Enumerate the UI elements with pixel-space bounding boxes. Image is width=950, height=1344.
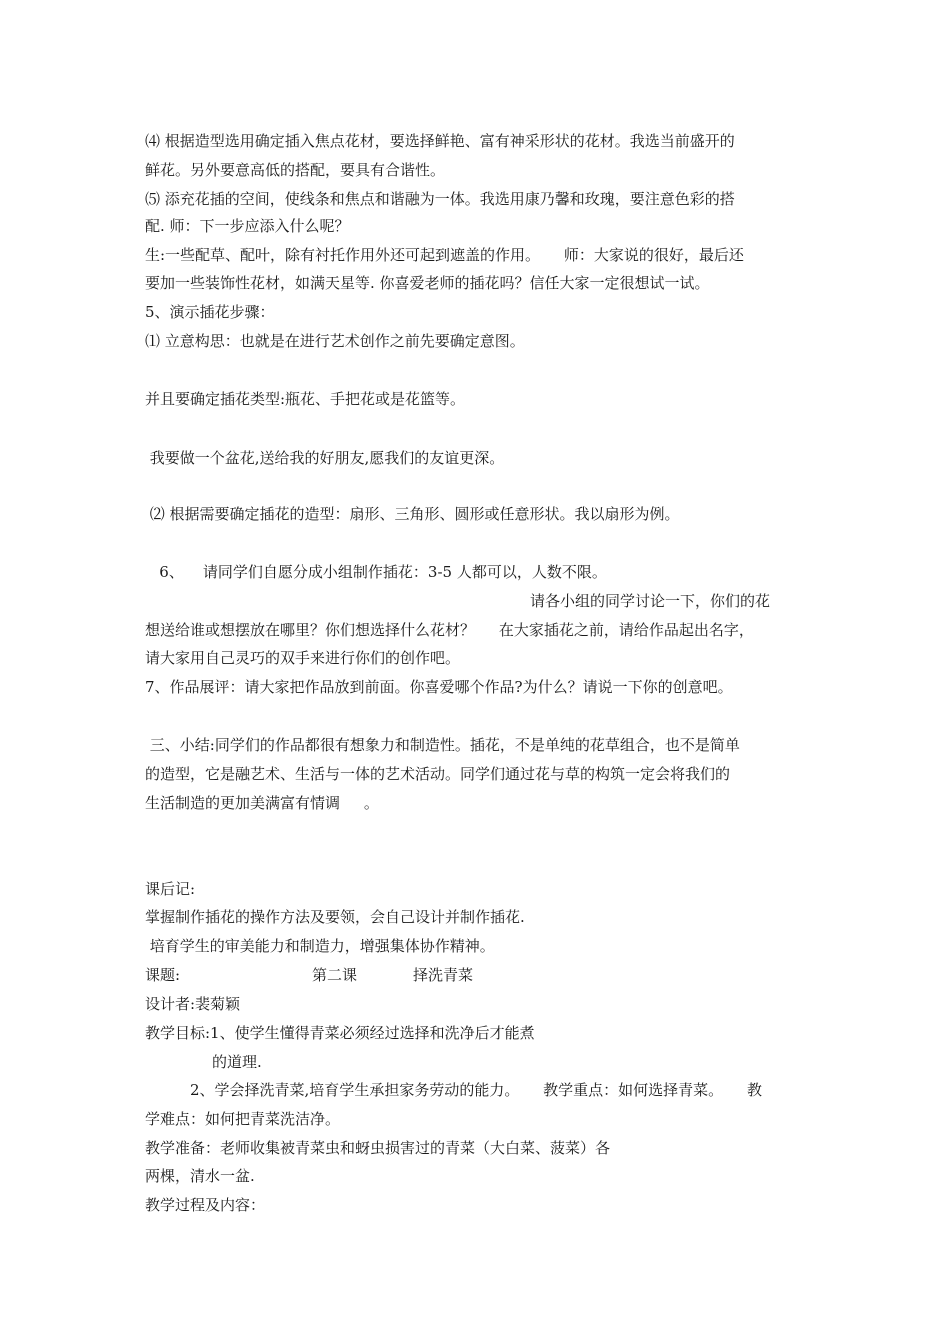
text-line: 我要做一个盆花,送给我的好朋友,愿我们的友谊更深。 <box>145 449 505 467</box>
lesson-number: 第二课 <box>312 966 358 984</box>
text-line: 两棵，清水一盆. <box>145 1167 255 1185</box>
lesson-label: 课题: <box>145 966 181 984</box>
text-line: ⑷ 根据造型选用确定插入焦点花材，要选择鲜艳、富有神采形状的花材。我选当前盛开的 <box>145 132 735 150</box>
section-heading: 6、 请同学们自愿分成小组制作插花：3-5 人都可以，人数不限。 <box>145 563 607 581</box>
postscript-heading: 课后记: <box>145 880 196 898</box>
text-line: 教学目标:1、使学生懂得青菜必须经过选择和洗净后才能煮 <box>145 1024 535 1042</box>
text-line: 鲜花。另外要意高低的搭配，要具有合谐性。 <box>145 161 446 179</box>
summary-heading: 三、小结:同学们的作品都很有想象力和制造性。插花，不是单纯的花草组合，也不是简单 <box>145 736 740 754</box>
text-line: ⑴ 立意构思：也就是在进行艺术创作之前先要确定意图。 <box>145 332 525 350</box>
text-line: 2、学会择洗青菜,培育学生承担家务劳动的能力。 教学重点：如何选择青菜。 教 <box>190 1081 762 1099</box>
section-heading: 5、演示插花步骤： <box>145 303 275 321</box>
text-line: 并且要确定插花类型:瓶花、手把花或是花篮等。 <box>145 390 466 408</box>
text-line: 请各小组的同学讨论一下，你们的花 <box>530 592 771 610</box>
text-line: 教学过程及内容： <box>145 1196 266 1214</box>
text-line: 要加一些装饰性花材，如满天星等. 你喜爱老师的插花吗？信任大家一定很想试一试。 <box>145 274 710 292</box>
text-line: 生活制造的更加美满富有情调 。 <box>145 794 379 812</box>
text-line: 生:一些配草、配叶，除有衬托作用外还可起到遮盖的作用。 师：大家说的很好，最后还 <box>145 246 744 264</box>
lesson-title: 择洗青菜 <box>413 966 474 984</box>
text-line: 配. 师：下一步应添入什么呢？ <box>145 217 350 235</box>
text-line: 想送给谁或想摆放在哪里？你们想选择什么花材？ 在大家插花之前，请给作品起出名字， <box>145 621 754 639</box>
text-line: 的造型，它是融艺术、生活与一体的艺术活动。同学们通过花与草的构筑一定会将我们的 <box>145 765 731 783</box>
text-line: 掌握制作插花的操作方法及要领，会自己设计并制作插花. <box>145 908 525 926</box>
text-line: 教学准备：老师收集被青菜虫和蚜虫损害过的青菜（大白菜、菠菜）各 <box>145 1139 611 1157</box>
designer-line: 设计者:裴菊颖 <box>145 995 241 1013</box>
section-heading: 7、作品展评：请大家把作品放到前面。你喜爱哪个作品?为什么？请说一下你的创意吧。 <box>145 678 733 696</box>
text-line: ⑵ 根据需要确定插花的造型：扇形、三角形、圆形或任意形状。我以扇形为例。 <box>145 505 680 523</box>
text-line: 培育学生的审美能力和制造力，增强集体协作精神。 <box>145 937 495 955</box>
text-line: 请大家用自己灵巧的双手来进行你们的创作吧。 <box>145 649 461 667</box>
text-line: ⑸ 添充花插的空间，使线条和焦点和谐融为一体。我选用康乃馨和玫瑰，要注意色彩的搭 <box>145 190 735 208</box>
text-line: 学难点：如何把青菜洗洁净。 <box>145 1110 341 1128</box>
text-line: 的道理. <box>212 1053 262 1071</box>
